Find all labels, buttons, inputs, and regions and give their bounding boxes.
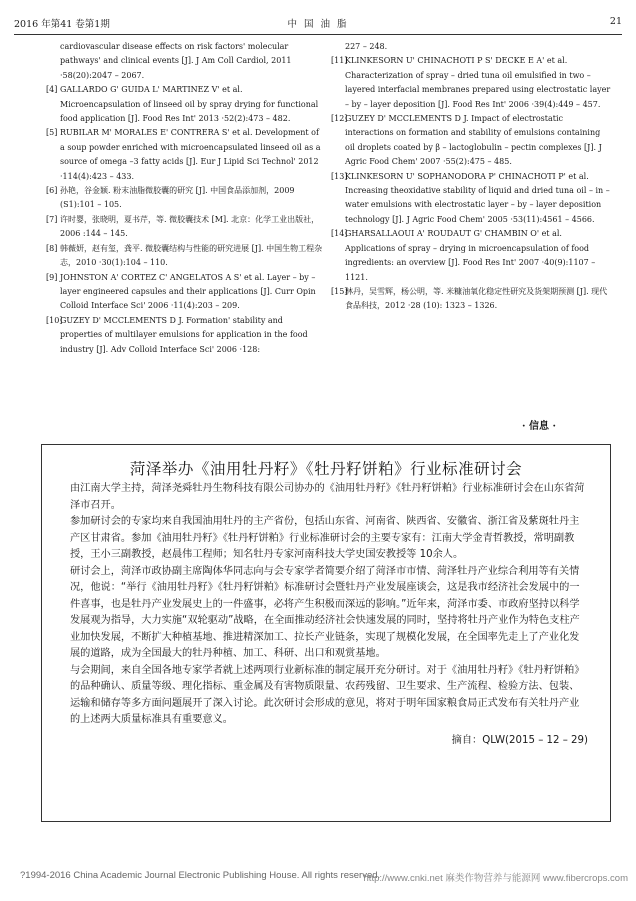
references-left-column [48,40,324,357]
copyright-notice: ?1994-2016 China Academic Journal Electronic Publishing House. All rights reserved. [20,870,381,881]
header-rule [14,34,622,35]
news-paragraph: 研讨会上，菏泽市政协副主席陶体华同志向与会专家学者简要介绍了菏泽市市情、菏泽牡丹产业综合利用等有关情况，他说：“举行《油用牡丹籽》《牡丹籽饼粕》标准研讨会暨牡丹产业发展座谈会，这是我市经济社会发展中的一件喜事，也是牡丹产业发展史上的一件盛事，必将产生积极而深远的影响。”近年来，菏泽市委、市政府坚持以科学发展观为指导，大力实施“双轮驱动”战略，在全面推动经济社会快速发展的同时，坚持将牡丹产业作为特色支柱产业加快发展，不断扩大种植基地、推进精深加工、拉长产业链条，实现了规模化发展，在全国率先走上了产业化发展的道路，成为全国最大的牡丹种植、加工、科研、出口和观赏基地。 [70,565,580,659]
page-number: 21 [609,16,622,27]
news-paragraph: 与会期间，来自全国各地专家学者就上述两项行业新标准的制定展开充分研讨。对于《油用牡丹籽》《牡丹籽饼粕》的品种确认、质量等级、理化指标、重金属及有害物质限量、农药残留、卫生要求、生产流程、检验方法、包装、运输和储存等多方面问题展开了深入讨论。此次研讨会形成的意见，将对于明年国家粮食局正式发布有关牡丹产业的上述两大质量标准具有重要意义。 [70,664,585,725]
news-source: 摘自：QLW(2015 – 12 – 29) [451,734,588,746]
reference-item: [4] GALLARDO G' GUIDA L' MARTINEZ V' et al. Microencapsulation of linseed oil by spray drying for functional food application [J]. Food Res Int' 2013 ·52(2):473 – 482. [46,85,319,124]
page-header [14,16,622,32]
reference-item: [5] RUBILAR M' MORALES E' CONTRERA S' et al. Development of a soup powder enriched with microencapsulated linseed oil as a source of omega –3 fatty acids [J]. Eur J Lipid Sci Technol' 2012 ·114(4):423 – 433. [46,128,321,181]
references-right-column [333,40,611,314]
watermark: http://www.cnki.net 麻类作物营养与能源网 www.fibercrops.com [363,873,628,884]
reference-item: [7] 许时婴，张晓明，夏书芹，等. 微胶囊技术 [M]. 北京：化学工业出版社，2006 :144 – 145. [46,214,320,239]
news-title: 菏泽举办《油用牡丹籽》《牡丹籽饼粕》行业标准研讨会 [129,460,523,478]
news-body [70,481,588,749]
reference-item: 227 – 248. [345,42,388,51]
reference-item: [9] JOHNSTON A' CORTEZ C' ANGELATOS A S' et al. Layer – by – layer engineered capsules and their applications [J]. Curr Opin Colloid Interface Sci' 2006 ·11(4):203 – 209. [46,272,316,311]
news-box [41,444,611,822]
reference-item: [15] 林丹，吴雪辉，杨公明，等. 米糠油氧化稳定性研究及货架期预测 [J]. 现代食品科技，2012 ·28 (10): 1323 – 1326. [331,286,608,311]
reference-item: [10] GUZEY D' MCCLEMENTS D J. Formation' stability and properties of multilayer emulsions for application in the food industry [J]. Adv Colloid Interface Sci' 2006 ·128: [46,315,308,354]
reference-item: [12] GUZEY D' MCCLEMENTS D J. Impact of electrostatic interactions on formation and stability of emulsions containing oil droplets coated by β – lactoglobulin – pectin complexes [J]. J Agric Food Chem' 2007 ·55(2):475 – 485. [331,114,602,167]
reference-item: [11] KLINKESORN U' CHINACHOTI P S' DECKE E A' et al. Characterization of spray – dried tuna oil emulsified in two – layered interfacial membranes prepared using electrostatic layer – by – layer deposition [J]. Food Res Int' 2006 ·39(4):449 – 457. [331,56,611,109]
reference-item: [8] 韩薇妍，赵有玺，龚平. 微胶囊结构与性能的研究进展 [J]. 中国生物工程杂志，2010 ·30(1):104 – 110. [46,243,323,268]
journal-name: 中 国 油 脂 [287,19,349,30]
news-paragraph: 参加研讨会的专家均来自我国油用牡丹的主产省份，包括山东省、河南省、陕西省、安徽省、浙江省及紫斑牡丹主产区甘肃省。参加《油用牡丹籽》《牡丹籽饼粕》行业标准研讨会的主要专家有：江南大学金青哲教授，常明副教授，王小三副教授，赵晨伟工程师；知名牡丹专家河南科技大学史国安教授等 10余人。 [70,516,580,560]
news-paragraph: 由江南大学主持，菏泽尧舜牡丹生物科技有限公司协办的《油用牡丹籽》《牡丹籽饼粕》行业标准研讨会在山东省菏泽市召开。 [70,483,585,511]
reference-item: cardiovascular disease effects on risk factors' molecular pathways' and clinical events [J]. J Am Coll Cardiol, 2011 ·58(20):2047 – 2067. [60,42,292,80]
reference-item: [6] 孙艳，谷金颖. 粉末油脂微胶囊的研究 [J]. 中国食品添加剂，2009 (S1):101 – 105. [46,186,295,210]
footer-url[interactable]: http://www.cnki.net [363,873,443,884]
reference-item: [13] KLINKESORN U' SOPHANODORA P' CHINACHOTI P' et al. Increasing theoxidative stability of liquid and dried tuna oil – in – water emulsions with electrostatic layer – by – layer deposition technology [J]. J Agric Food Chem' 2005 ·53(11):4561 – 4566. [331,171,610,224]
reference-item: [14] GHARSALLAOUI A' ROUDAUT G' CHAMBIN O' et al. Applications of spray – drying in microencapsulation of food ingredients: an overview [J]. Food Res Int' 2007 ·40(9):1107 – 1121. [331,229,596,282]
issue-label: 2016 年第41 卷第1期 [14,19,110,30]
info-section-tag: · 信息 · [522,421,556,432]
